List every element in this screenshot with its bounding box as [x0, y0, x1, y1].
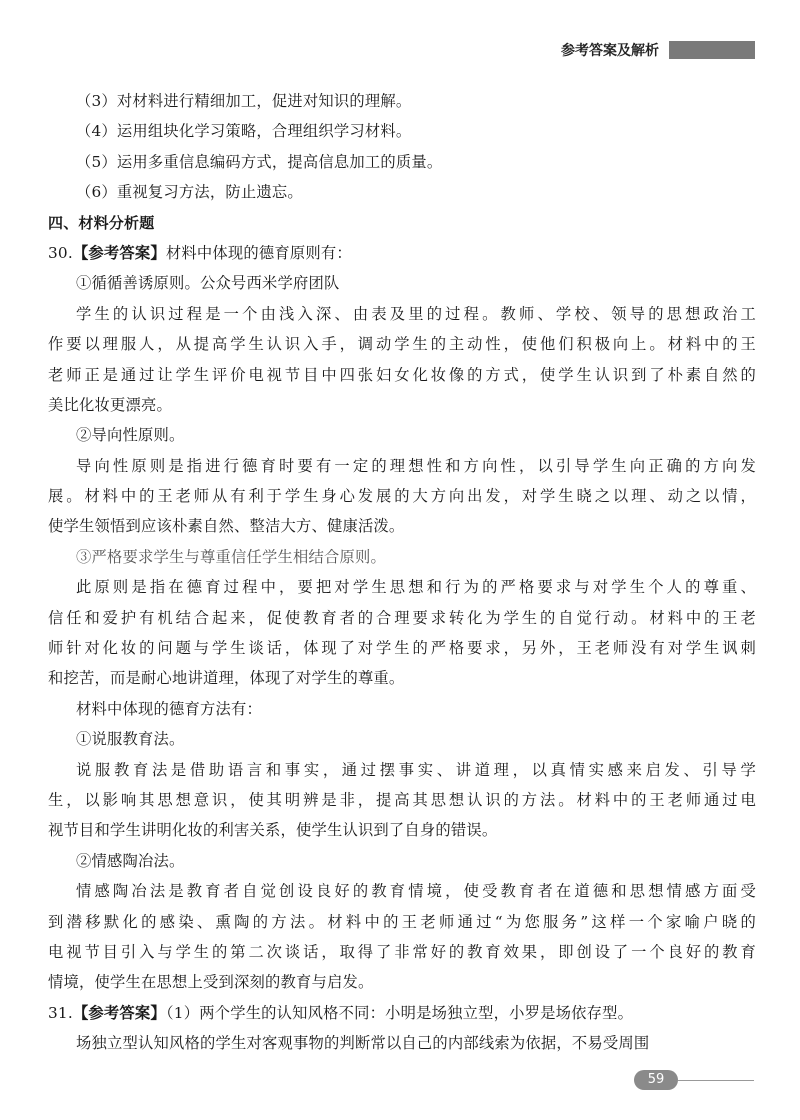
- body-line: 和挖苦，而是耐心地讲道理，体现了对学生的尊重。: [48, 669, 405, 688]
- body-line: （4）运用组块化学习策略，合理组织学习材料。: [76, 122, 412, 141]
- body-line: 老师正是通过让学生评价电视节目中四张妇女化妆像的方式，使学生认识到了朴素自然的: [48, 365, 756, 384]
- answer-label: 【参考答案】: [72, 243, 166, 262]
- subheading: ①循循善诱原则。: [76, 274, 200, 293]
- question-line: [48, 238, 756, 268]
- body-line: （5）运用多重信息编码方式，提高信息加工的质量。: [76, 152, 443, 171]
- section-heading: 四、材料分析题: [48, 213, 155, 232]
- body-line: 师针对化妆的问题与学生谈话，体现了对学生的严格要求，另外，王老师没有对学生讽刺: [48, 639, 756, 658]
- page-body: [48, 86, 756, 1059]
- question-line: [48, 998, 756, 1028]
- footer-rule: [678, 1080, 754, 1081]
- body-line: 情感陶冶法是教育者自觉创设良好的教育情境，使受教育者在道德和思想情感方面受: [76, 882, 756, 901]
- subheading: ①说服教育法。: [76, 730, 185, 749]
- watermark-text: 公众号西米学府团队: [199, 274, 340, 293]
- body-line: 场独立型认知风格的学生对客观事物的判断常以自己的内部线索为依据，不易受周围: [76, 1034, 650, 1053]
- body-line: 视节目和学生讲明化妆的利害关系，使学生认识到了自身的错误。: [48, 821, 498, 840]
- subheading: ②导向性原则。: [76, 426, 185, 445]
- question-number: 31.: [48, 1003, 73, 1022]
- body-line: 展。材料中的王老师从有利于学生身心发展的大方向出发，对学生晓之以理、动之以情，: [48, 487, 756, 506]
- body-line: （3）对材料进行精细加工，促进对知识的理解。: [76, 92, 412, 110]
- subheading: ②情感陶冶法。: [76, 851, 185, 870]
- question-text: （1）两个学生的认知风格不同：小明是场独立型，小罗是场依存型。: [165, 1003, 634, 1022]
- page-number: 59: [634, 1070, 678, 1090]
- subheading: ③严格要求学生与尊重信任学生相结合原则。: [76, 547, 386, 566]
- body-line: 学生的认识过程是一个由浅入深、由表及里的过程。教师、学校、领导的思想政治工: [76, 304, 756, 323]
- page-header: [561, 40, 755, 60]
- body-line: 到潜移默化的感染、熏陶的方法。材料中的王老师通过“为您服务”这样一个家喻户晓的: [48, 912, 756, 931]
- body-line: 情境，使学生在思想上受到深刻的教育与启发。: [48, 973, 374, 992]
- body-line: 作要以理服人，从提高学生认识入手，调动学生的主动性，使他们积极向上。材料中的王: [48, 335, 756, 354]
- body-line: [48, 268, 756, 298]
- body-line: 说服教育法是借助语言和事实，通过摆事实、讲道理，以真情实感来启发、引导学: [76, 760, 756, 779]
- body-line: 美比化妆更漂亮。: [48, 395, 172, 414]
- answer-label: 【参考答案】: [72, 1003, 166, 1022]
- page-footer: [634, 1070, 754, 1090]
- body-line: 导向性原则是指进行德育时要有一定的理想性和方向性，以引导学生向正确的方向发: [76, 456, 756, 475]
- body-line: 生，以影响其思想意识，使其明辨是非，提高其思想认识的方法。材料中的王老师通过电: [48, 790, 756, 809]
- header-bar: [669, 41, 755, 59]
- body-line: 电视节目引入与学生的第二次谈话，取得了非常好的教育效果，即创设了一个良好的教育: [48, 942, 756, 961]
- body-line: （6）重视复习方法，防止遗忘。: [76, 183, 303, 202]
- body-line: 材料中体现的德育方法有：: [76, 699, 262, 718]
- body-line: 此原则是指在德育过程中，要把对学生思想和行为的严格要求与对学生个人的尊重、: [76, 578, 756, 597]
- question-number: 30.: [48, 243, 73, 262]
- body-line: 信任和爱护有机结合起来，促使教育者的合理要求转化为学生的自觉行动。材料中的王老: [48, 608, 756, 627]
- header-title: 参考答案及解析: [561, 43, 659, 59]
- question-text: 材料中体现的德育原则有：: [165, 243, 352, 262]
- body-line: 使学生领悟到应该朴素自然、整洁大方、健康活泼。: [48, 517, 405, 536]
